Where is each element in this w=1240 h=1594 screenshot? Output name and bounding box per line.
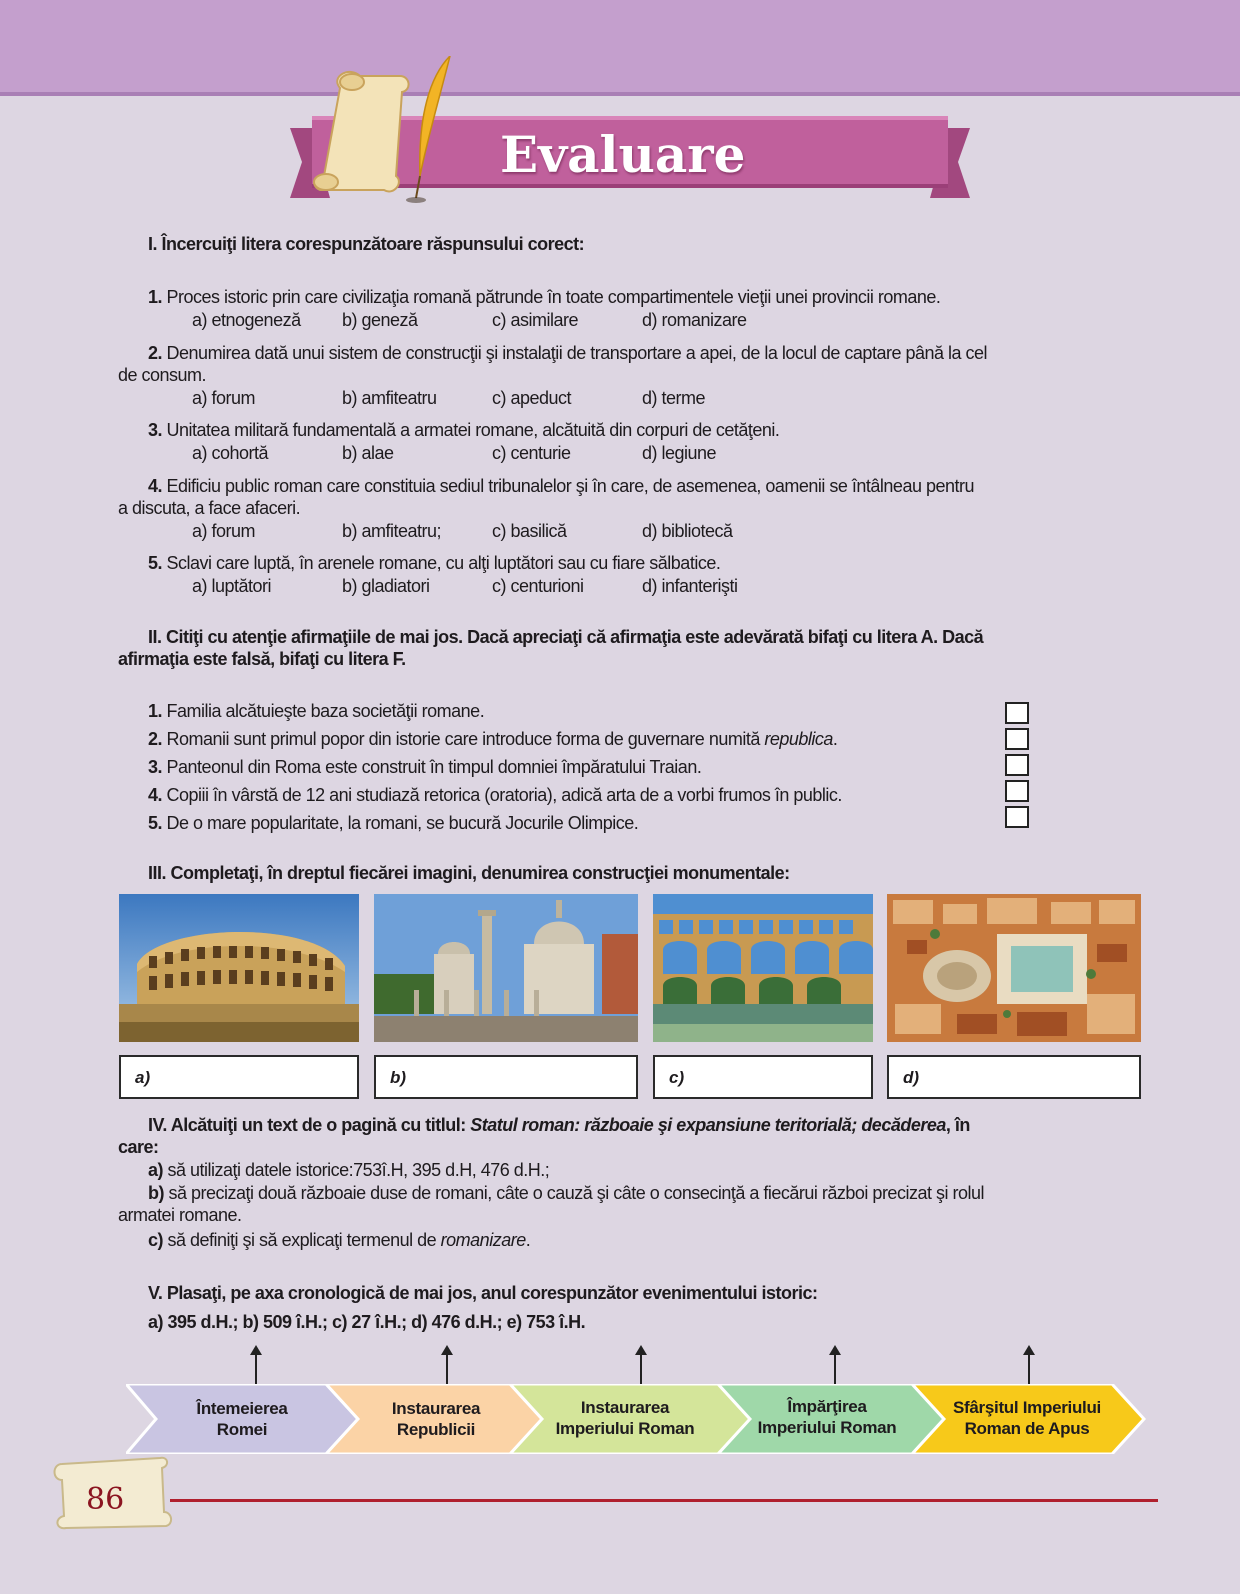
question-4: 4. Edificiu public roman care constituia sediul tribunalelor şi în care, de asemenea, oamenii se întâlneau pentru	[148, 476, 975, 496]
footer-rule	[170, 1499, 1158, 1502]
q1-option-a[interactable]: a) etnogeneză	[192, 310, 301, 330]
statement-2: 2. Romanii sunt primul popor din istorie care introduce forma de guvernare numită republica.	[148, 729, 838, 749]
colosseum-photo	[119, 894, 359, 1042]
statement-3-checkbox[interactable]	[1005, 754, 1029, 776]
statement-5: 5. De o mare popularitate, la romani, se bucură Jocurile Olimpice.	[148, 813, 639, 833]
statement-1-checkbox[interactable]	[1005, 702, 1029, 724]
answer-field-c[interactable]: c)	[653, 1055, 873, 1099]
aqueduct-photo	[653, 894, 873, 1042]
timeline-event-5: Sfârşitul Imperiului Roman de Apus	[953, 1398, 1101, 1438]
timeline-arrow-2	[446, 1351, 448, 1387]
header-rule	[0, 92, 1240, 96]
statement-2-checkbox[interactable]	[1005, 728, 1029, 750]
q3-option-b[interactable]: b) alae	[342, 443, 394, 463]
question-5: 5. Sclavi care luptă, în arenele romane, cu alţi luptători sau cu fiare sălbatice.	[148, 553, 721, 573]
timeline-event-4: Împărţirea Imperiului Roman	[757, 1397, 897, 1437]
timeline-event-1: Întemeierea Romei	[196, 1399, 288, 1439]
q4-option-c[interactable]: c) basilică	[492, 521, 567, 541]
statement-1: 1. Familia alcătuieşte baza societăţii romane.	[148, 701, 485, 721]
trajan-forum-photo	[374, 894, 638, 1042]
answer-field-b[interactable]: b)	[374, 1055, 638, 1099]
q1-option-d[interactable]: d) romanizare	[642, 310, 747, 330]
question-2-cont: de consum.	[118, 365, 207, 385]
timeline-arrow-1	[255, 1351, 257, 1387]
section2-heading: II. Citiţi cu atenţie afirmaţiile de mai jos. Dacă apreciaţi că afirmaţia este adevărată bifaţi cu litera A. Dacă	[148, 627, 984, 647]
task-b-cont: armatei romane.	[118, 1205, 242, 1225]
section5-heading: V. Plasaţi, pe axa cronologică de mai jos, anul corespunzător evenimentului istoric:	[148, 1283, 818, 1303]
statement-5-checkbox[interactable]	[1005, 806, 1029, 828]
task-c: c) să definiţi şi să explicaţi termenul de romanizare.	[148, 1230, 531, 1250]
section1-heading: I. Încercuiţi litera corespunzătoare răspunsului corect:	[148, 234, 585, 254]
q1-option-c[interactable]: c) asimilare	[492, 310, 579, 330]
q4-option-d[interactable]: d) bibliotecă	[642, 521, 733, 541]
q1-option-b[interactable]: b) geneză	[342, 310, 418, 330]
timeline-arrow-4	[834, 1351, 836, 1387]
timeline-event-3: Instaurarea Imperiului Roman	[555, 1398, 695, 1438]
answer-field-a[interactable]: a)	[119, 1055, 359, 1099]
q5-option-c[interactable]: c) centurioni	[492, 576, 584, 596]
section3-heading: III. Completaţi, în dreptul fiecărei imagini, denumirea construcţiei monumentale:	[148, 863, 790, 883]
section4-heading-cont: care:	[118, 1137, 159, 1157]
timeline-arrow-5	[1028, 1351, 1030, 1387]
roman-city-model-photo	[887, 894, 1141, 1042]
section2-heading-cont: afirmaţia este falsă, bifaţi cu litera F.	[118, 649, 406, 669]
page-title: Evaluare	[500, 125, 746, 184]
question-1: 1. Proces istoric prin care civilizaţia romană pătrunde în toate compartimentele vieţii unei provincii romane.	[148, 287, 941, 307]
q4-option-a[interactable]: a) forum	[192, 521, 256, 541]
answer-field-d[interactable]: d)	[887, 1055, 1141, 1099]
q3-option-a[interactable]: a) cohortă	[192, 443, 269, 463]
task-a: a) să utilizaţi datele istorice:753î.H, 395 d.H, 476 d.H.;	[148, 1160, 550, 1180]
question-4-cont: a discuta, a face afaceri.	[118, 498, 301, 518]
section5-answers: a) 395 d.H.; b) 509 î.H.; c) 27 î.H.; d) 476 d.H.; e) 753 î.H.	[148, 1312, 586, 1332]
q2-option-d[interactable]: d) terme	[642, 388, 706, 408]
timeline-arrow-3	[640, 1351, 642, 1387]
statement-3: 3. Panteonul din Roma este construit în timpul domniei împăratului Traian.	[148, 757, 702, 777]
q3-option-d[interactable]: d) legiune	[642, 443, 717, 463]
header-band	[0, 0, 1240, 92]
q2-option-c[interactable]: c) apeduct	[492, 388, 572, 408]
q2-option-a[interactable]: a) forum	[192, 388, 256, 408]
q5-option-d[interactable]: d) infanterişti	[642, 576, 738, 596]
q3-option-c[interactable]: c) centurie	[492, 443, 571, 463]
question-2: 2. Denumirea dată unui sistem de construcţii şi instalaţii de transportare a apei, de la locul de captare până la cel	[148, 343, 988, 363]
task-b: b) să precizaţi două războaie duse de romani, câte o cauză şi câte o consecinţă a fiecărui război precizat şi rolul	[148, 1183, 984, 1203]
scroll-quill-icon	[300, 56, 460, 206]
question-3: 3. Unitatea militară fundamentală a armatei romane, alcătuită din corpuri de cetăţeni.	[148, 420, 780, 440]
timeline-event-2: Instaurarea Republicii	[391, 1399, 481, 1439]
q5-option-b[interactable]: b) gladiatori	[342, 576, 430, 596]
section4-heading: IV. Alcătuiţi un text de o pagină cu titlul: Statul roman: războaie şi expansiune teritorială; decăderea, în	[148, 1115, 970, 1135]
q2-option-b[interactable]: b) amfiteatru	[342, 388, 437, 408]
q4-option-b[interactable]: b) amfiteatru;	[342, 521, 442, 541]
statement-4-checkbox[interactable]	[1005, 780, 1029, 802]
page-number: 86	[86, 1482, 125, 1517]
statement-4: 4. Copiii în vârstă de 12 ani studiază retorica (oratoria), adică arta de a vorbi frumos în public.	[148, 785, 842, 805]
q5-option-a[interactable]: a) luptători	[192, 576, 272, 596]
